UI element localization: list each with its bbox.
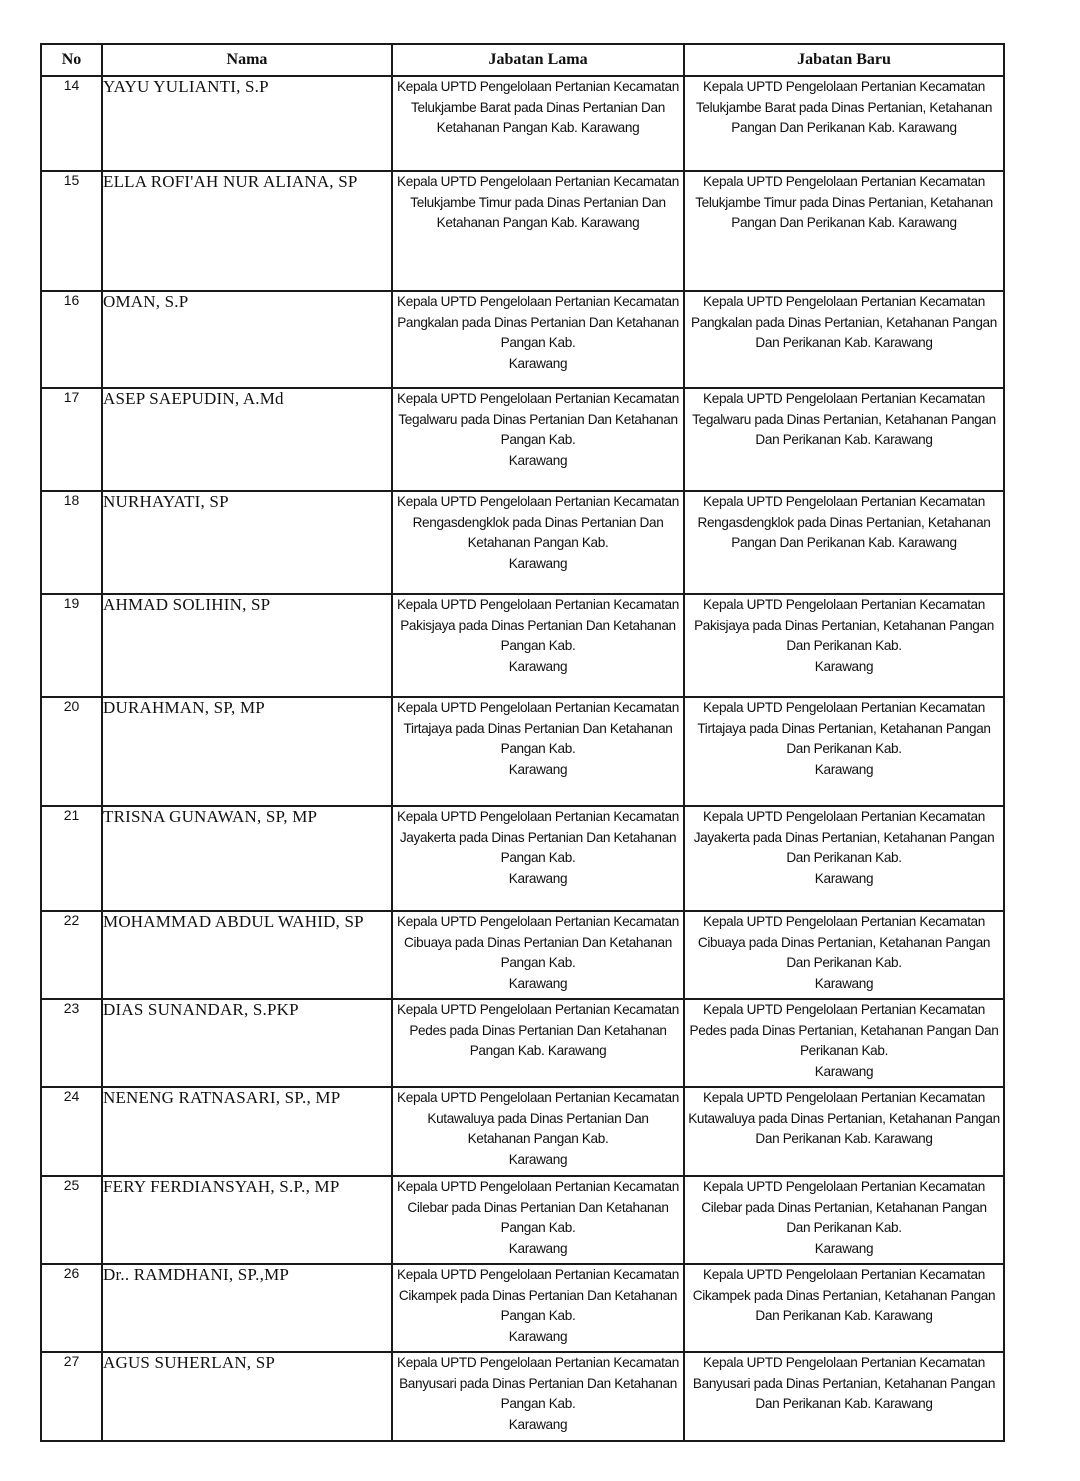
position-line: Kepala UPTD Pengelolaan Pertanian Kecamatan <box>703 597 985 612</box>
employee-name: Dr.. RAMDHANI, SP.,MP <box>102 1264 392 1352</box>
old-position <box>392 76 684 171</box>
position-line: Kepala UPTD Pengelolaan Pertanian Kecamatan <box>397 809 679 824</box>
new-position <box>684 1264 1004 1352</box>
table-row <box>41 1087 1004 1176</box>
position-line: Tegalwaru pada Dinas Pertanian Dan Ketahanan <box>398 411 678 427</box>
position-line: Kepala UPTD Pengelolaan Pertanian Kecamatan <box>703 1090 985 1105</box>
table-row <box>41 76 1004 171</box>
row-number: 27 <box>41 1352 102 1441</box>
position-line: Kepala UPTD Pengelolaan Pertanian Kecamatan <box>703 1179 985 1194</box>
position-line: Kepala UPTD Pengelolaan Pertanian Kecamatan <box>703 1002 985 1017</box>
position-line: Kepala UPTD Pengelolaan Pertanian Kecamatan <box>703 494 985 509</box>
old-position <box>392 806 684 911</box>
position-line: Telukjambe Timur pada Dinas Pertanian, Ketahanan <box>695 194 993 210</box>
header-no: No <box>41 44 102 76</box>
row-number: 18 <box>41 491 102 594</box>
position-line: Telukjambe Barat pada Dinas Pertanian Dan <box>411 99 665 115</box>
position-line: Pangan Dan Perikanan Kab. Karawang <box>731 535 957 550</box>
position-line: Pangan Dan Perikanan Kab. Karawang <box>731 215 957 230</box>
new-position <box>684 171 1004 291</box>
row-number: 17 <box>41 388 102 491</box>
position-line: Kepala UPTD Pengelolaan Pertanian Kecamatan <box>703 174 985 189</box>
position-line: Kepala UPTD Pengelolaan Pertanian Kecamatan <box>397 1355 679 1370</box>
position-line: Kepala UPTD Pengelolaan Pertanian Kecamatan <box>703 1355 985 1370</box>
employee-name: AHMAD SOLIHIN, SP <box>102 594 392 697</box>
position-line: Cibuaya pada Dinas Pertanian Dan Ketahanan <box>404 934 672 950</box>
position-line: Pakisjaya pada Dinas Pertanian Dan Ketahanan <box>400 617 676 633</box>
header-jabatan-lama: Jabatan Lama <box>392 44 684 76</box>
position-line: Pangan Kab. <box>500 335 576 350</box>
new-position <box>684 911 1004 999</box>
position-line: Tegalwaru pada Dinas Pertanian, Ketahanan Pangan <box>692 411 996 427</box>
row-number: 25 <box>41 1176 102 1264</box>
table-row <box>41 1264 1004 1352</box>
position-line: Kepala UPTD Pengelolaan Pertanian Kecamatan <box>397 1267 679 1282</box>
position-line: Karawang <box>814 761 874 777</box>
position-line: Jayakerta pada Dinas Pertanian Dan Ketahanan <box>399 829 677 845</box>
position-line: Kepala UPTD Pengelolaan Pertanian Kecamatan <box>397 597 679 612</box>
position-line: Karawang <box>508 1328 568 1344</box>
position-line: Karawang <box>508 870 568 886</box>
position-line: Telukjambe Timur pada Dinas Pertanian Dan <box>410 194 666 210</box>
position-line: Karawang <box>508 355 568 371</box>
table-row <box>41 291 1004 388</box>
position-line: Pangkalan pada Dinas Pertanian, Ketahanan Pangan <box>691 314 997 330</box>
position-line: Cilebar pada Dinas Pertanian Dan Ketahanan <box>407 1199 669 1215</box>
position-line: Karawang <box>508 975 568 991</box>
position-line: Kutawaluya pada Dinas Pertanian, Ketahanan Pangan <box>688 1110 1000 1126</box>
table-row <box>41 1176 1004 1264</box>
position-line: Pangan Kab. Karawang <box>469 1043 607 1058</box>
position-line: Dan Perikanan Kab. Karawang <box>755 1308 933 1323</box>
position-line: Pangan Kab. <box>500 432 576 447</box>
new-position <box>684 76 1004 171</box>
employee-name: NURHAYATI, SP <box>102 491 392 594</box>
table-header-row <box>41 44 1004 76</box>
position-line: Kepala UPTD Pengelolaan Pertanian Kecamatan <box>397 391 679 406</box>
position-line: Pangan Kab. <box>500 741 576 756</box>
position-line: Kepala UPTD Pengelolaan Pertanian Kecamatan <box>397 1179 679 1194</box>
position-line: Kepala UPTD Pengelolaan Pertanian Kecamatan <box>397 174 679 189</box>
new-position <box>684 1087 1004 1176</box>
old-position <box>392 1264 684 1352</box>
table-body <box>41 76 1004 1441</box>
position-line: Karawang <box>508 555 568 571</box>
position-line: Dan Perikanan Kab. Karawang <box>755 1396 933 1411</box>
position-line: Dan Perikanan Kab. <box>786 850 902 865</box>
header-nama: Nama <box>102 44 392 76</box>
table-row <box>41 491 1004 594</box>
row-number: 16 <box>41 291 102 388</box>
position-line: Kepala UPTD Pengelolaan Pertanian Kecamatan <box>397 914 679 929</box>
position-line: Pangan Kab. <box>500 638 576 653</box>
position-line: Kepala UPTD Pengelolaan Pertanian Kecamatan <box>397 294 679 309</box>
position-line: Karawang <box>814 1240 874 1256</box>
position-line: Pakisjaya pada Dinas Pertanian, Ketahanan Pangan <box>694 617 994 633</box>
row-number: 23 <box>41 999 102 1087</box>
position-line: Pangkalan pada Dinas Pertanian Dan Ketahanan <box>397 314 679 330</box>
position-line: Tirtajaya pada Dinas Pertanian Dan Ketahanan <box>403 720 673 736</box>
table-row <box>41 999 1004 1087</box>
new-position <box>684 291 1004 388</box>
position-line: Kepala UPTD Pengelolaan Pertanian Kecamatan <box>397 1090 679 1105</box>
table-row <box>41 806 1004 911</box>
position-line: Rengasdengklok pada Dinas Pertanian, Ketahanan <box>697 514 991 530</box>
position-line: Dan Perikanan Kab. <box>786 741 902 756</box>
employee-name: AGUS SUHERLAN, SP <box>102 1352 392 1441</box>
position-line: Pangan Kab. <box>500 850 576 865</box>
position-line: Pedes pada Dinas Pertanian, Ketahanan Pangan Dan <box>689 1022 999 1038</box>
personnel-table <box>40 43 1005 1442</box>
old-position <box>392 388 684 491</box>
new-position <box>684 999 1004 1087</box>
row-number: 14 <box>41 76 102 171</box>
position-line: Kutawaluya pada Dinas Pertanian Dan <box>427 1110 649 1126</box>
position-line: Kepala UPTD Pengelolaan Pertanian Kecamatan <box>397 494 679 509</box>
position-line: Pangan Kab. <box>500 1220 576 1235</box>
employee-name: MOHAMMAD ABDUL WAHID, SP <box>102 911 392 999</box>
position-line: Dan Perikanan Kab. <box>786 1220 902 1235</box>
position-line: Ketahanan Pangan Kab. Karawang <box>436 215 640 230</box>
old-position <box>392 1352 684 1441</box>
old-position <box>392 1176 684 1264</box>
table-row <box>41 911 1004 999</box>
position-line: Dan Perikanan Kab. Karawang <box>755 432 933 447</box>
old-position <box>392 697 684 806</box>
position-line: Cikampek pada Dinas Pertanian, Ketahanan Pangan <box>692 1287 996 1303</box>
employee-name: YAYU YULIANTI, S.P <box>102 76 392 171</box>
position-line: Pedes pada Dinas Pertanian Dan Ketahanan <box>409 1022 667 1038</box>
position-line: Karawang <box>814 870 874 886</box>
position-line: Karawang <box>814 975 874 991</box>
table-row <box>41 388 1004 491</box>
position-line: Karawang <box>508 1240 568 1256</box>
position-line: Karawang <box>508 452 568 468</box>
position-line: Pangan Kab. <box>500 1308 576 1323</box>
old-position <box>392 171 684 291</box>
position-line: Cilebar pada Dinas Pertanian, Ketahanan Pangan <box>701 1199 987 1215</box>
position-line: Kepala UPTD Pengelolaan Pertanian Kecamatan <box>703 391 985 406</box>
position-line: Kepala UPTD Pengelolaan Pertanian Kecamatan <box>397 1002 679 1017</box>
position-line: Kepala UPTD Pengelolaan Pertanian Kecamatan <box>703 700 985 715</box>
position-line: Dan Perikanan Kab. Karawang <box>755 335 933 350</box>
employee-name: NENENG RATNASARI, SP., MP <box>102 1087 392 1176</box>
position-line: Dan Perikanan Kab. <box>786 955 902 970</box>
position-line: Kepala UPTD Pengelolaan Pertanian Kecamatan <box>703 79 985 94</box>
position-line: Karawang <box>814 1063 874 1079</box>
position-line: Tirtajaya pada Dinas Pertanian, Ketahanan Pangan <box>697 720 991 736</box>
position-line: Pangan Kab. <box>500 955 576 970</box>
table-row <box>41 171 1004 291</box>
position-line: Ketahanan Pangan Kab. Karawang <box>436 120 640 135</box>
position-line: Kepala UPTD Pengelolaan Pertanian Kecamatan <box>703 809 985 824</box>
employee-name: ASEP SAEPUDIN, A.Md <box>102 388 392 491</box>
new-position <box>684 491 1004 594</box>
position-line: Telukjambe Barat pada Dinas Pertanian, Ketahanan <box>695 99 993 115</box>
new-position <box>684 594 1004 697</box>
position-line: Karawang <box>508 658 568 674</box>
position-line: Jayakerta pada Dinas Pertanian, Ketahanan Pangan <box>693 829 995 845</box>
old-position <box>392 291 684 388</box>
position-line: Dan Perikanan Kab. Karawang <box>755 1131 933 1146</box>
position-line: Ketahanan Pangan Kab. <box>467 535 609 550</box>
position-line: Dan Perikanan Kab. <box>786 638 902 653</box>
row-number: 26 <box>41 1264 102 1352</box>
table-row <box>41 1352 1004 1441</box>
position-line: Kepala UPTD Pengelolaan Pertanian Kecamatan <box>703 914 985 929</box>
position-line: Rengasdengklok pada Dinas Pertanian Dan <box>412 514 664 530</box>
position-line: Karawang <box>508 761 568 777</box>
new-position <box>684 806 1004 911</box>
position-line: Banyusari pada Dinas Pertanian Dan Ketahanan <box>399 1375 677 1391</box>
row-number: 20 <box>41 697 102 806</box>
old-position <box>392 911 684 999</box>
position-line: Pangan Kab. <box>500 1396 576 1411</box>
new-position <box>684 697 1004 806</box>
employee-name: TRISNA GUNAWAN, SP, MP <box>102 806 392 911</box>
new-position <box>684 388 1004 491</box>
position-line: Banyusari pada Dinas Pertanian, Ketahanan Pangan <box>692 1375 996 1391</box>
position-line: Kepala UPTD Pengelolaan Pertanian Kecamatan <box>397 79 679 94</box>
employee-name: ELLA ROFI'AH NUR ALIANA, SP <box>102 171 392 291</box>
position-line: Kepala UPTD Pengelolaan Pertanian Kecamatan <box>397 700 679 715</box>
row-number: 21 <box>41 806 102 911</box>
employee-name: DURAHMAN, SP, MP <box>102 697 392 806</box>
position-line: Karawang <box>508 1416 568 1432</box>
old-position <box>392 594 684 697</box>
position-line: Karawang <box>814 658 874 674</box>
table-row <box>41 594 1004 697</box>
employee-name: DIAS SUNANDAR, S.PKP <box>102 999 392 1087</box>
position-line: Karawang <box>508 1151 568 1167</box>
position-line: Pangan Dan Perikanan Kab. Karawang <box>731 120 957 135</box>
row-number: 24 <box>41 1087 102 1176</box>
row-number: 19 <box>41 594 102 697</box>
employee-name: OMAN, S.P <box>102 291 392 388</box>
employee-name: FERY FERDIANSYAH, S.P., MP <box>102 1176 392 1264</box>
new-position <box>684 1352 1004 1441</box>
table-row <box>41 697 1004 806</box>
row-number: 22 <box>41 911 102 999</box>
old-position <box>392 1087 684 1176</box>
header-jabatan-baru: Jabatan Baru <box>684 44 1004 76</box>
new-position <box>684 1176 1004 1264</box>
position-line: Ketahanan Pangan Kab. <box>467 1131 609 1146</box>
old-position <box>392 491 684 594</box>
position-line: Perikanan Kab. <box>799 1043 889 1058</box>
row-number: 15 <box>41 171 102 291</box>
old-position <box>392 999 684 1087</box>
position-line: Cikampek pada Dinas Pertanian Dan Ketahanan <box>398 1287 678 1303</box>
position-line: Kepala UPTD Pengelolaan Pertanian Kecamatan <box>703 294 985 309</box>
position-line: Cibuaya pada Dinas Pertanian, Ketahanan Pangan <box>697 934 991 950</box>
position-line: Kepala UPTD Pengelolaan Pertanian Kecamatan <box>703 1267 985 1282</box>
